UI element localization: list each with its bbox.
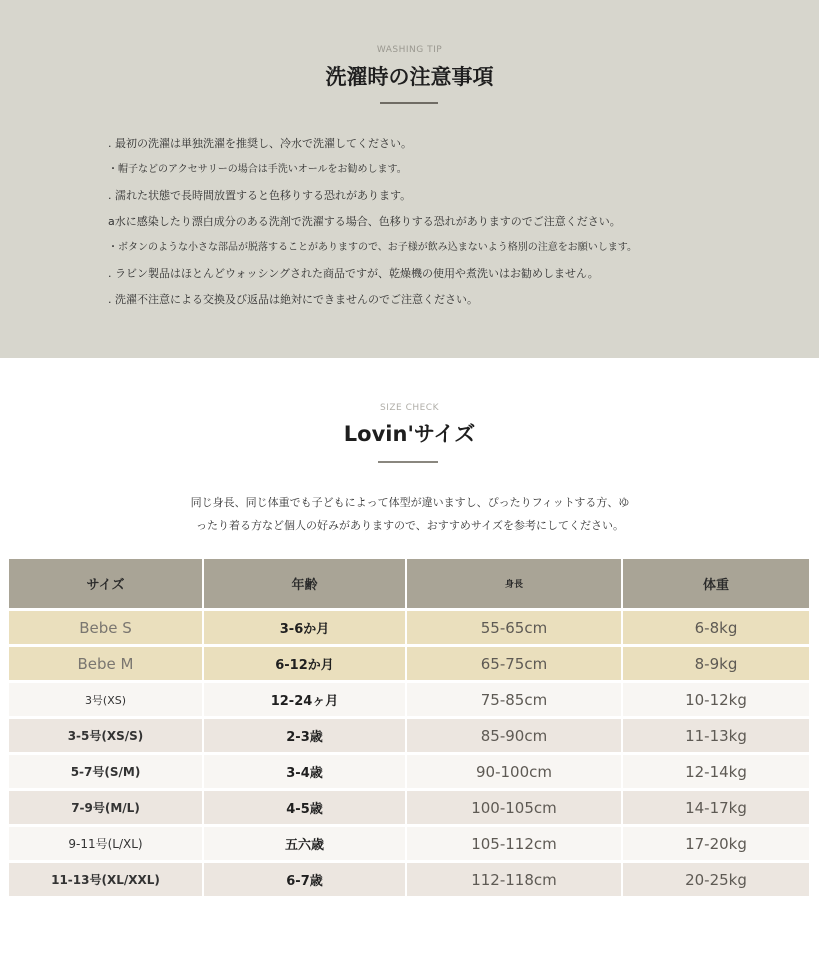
title-divider xyxy=(378,461,438,463)
cell-height: 55-65cm xyxy=(407,611,623,647)
cell-age: 4-5歳 xyxy=(204,791,407,827)
cell-size: 3-5号(XS/S) xyxy=(9,719,204,755)
cell-size: 11-13号(XL/XXL) xyxy=(9,863,204,899)
tip-item: . 濡れた状態で長時間放置すると色移りする恐れがあります。 xyxy=(108,189,412,202)
cell-size: Bebe M xyxy=(9,647,204,683)
cell-height: 100-105cm xyxy=(407,791,623,827)
size-table xyxy=(9,559,809,899)
table-row xyxy=(9,791,809,827)
washing-eyebrow: WASHING TIP xyxy=(376,45,443,55)
table-row xyxy=(9,755,809,791)
cell-weight: 20-25kg xyxy=(623,863,809,899)
cell-age: 3-6か月 xyxy=(204,611,407,647)
cell-height: 112-118cm xyxy=(407,863,623,899)
tip-item: ・ボタンのような小さな部品が脱落することがありますので、お子様が飲み込まないよう格別の注意をお願いします。 xyxy=(108,242,637,253)
cell-age: 6-12か月 xyxy=(204,647,407,683)
header-age: 年齢 xyxy=(204,559,407,611)
cell-weight: 11-13kg xyxy=(623,719,809,755)
table-row xyxy=(9,827,809,863)
cell-weight: 17-20kg xyxy=(623,827,809,863)
table-header-row xyxy=(9,559,809,611)
cell-age: 3-4歳 xyxy=(204,755,407,791)
cell-age: 12-24ヶ月 xyxy=(204,683,407,719)
cell-height: 75-85cm xyxy=(407,683,623,719)
table-row xyxy=(9,719,809,755)
tip-item: . 洗濯不注意による交換及び返品は絶対にできませんのでご注意ください。 xyxy=(108,293,478,306)
cell-weight: 14-17kg xyxy=(623,791,809,827)
cell-size: 5-7号(S/M) xyxy=(9,755,204,791)
size-title: Lovin'サイズ xyxy=(343,422,476,446)
intro-line: ったり着る方など個人の好みがありますので、おすすめサイズを参考にしてください。 xyxy=(195,519,624,532)
table-row xyxy=(9,611,809,647)
cell-height: 90-100cm xyxy=(407,755,623,791)
cell-age: 2-3歳 xyxy=(204,719,407,755)
cell-weight: 6-8kg xyxy=(623,611,809,647)
washing-tip-section xyxy=(0,0,819,358)
cell-size: 7-9号(M/L) xyxy=(9,791,204,827)
tip-item: . ラビン製品はほとんどウォッシングされた商品ですが、乾燥機の使用や煮洗いはお勧めしません。 xyxy=(108,267,599,280)
washing-tips-list xyxy=(108,134,637,316)
cell-height: 85-90cm xyxy=(407,719,623,755)
tip-item: . 最初の洗濯は単独洗濯を推奨し、冷水で洗濯してください。 xyxy=(108,137,412,150)
intro-line: 同じ身長、同じ体重でも子どもによって体型が違いますし、ぴったりフィットする方、ゆ xyxy=(190,496,630,509)
cell-weight: 10-12kg xyxy=(623,683,809,719)
cell-height: 65-75cm xyxy=(407,647,623,683)
cell-size: 9-11号(L/XL) xyxy=(9,827,204,863)
header-height: 身長 xyxy=(407,559,623,611)
cell-age: 五六歳 xyxy=(204,827,407,863)
washing-title: 洗濯時の注意事項 xyxy=(325,65,494,89)
tip-item: ・帽子などのアクセサリーの場合は手洗いオールをお勧めします。 xyxy=(108,164,407,175)
cell-age: 6-7歳 xyxy=(204,863,407,899)
cell-size: Bebe S xyxy=(9,611,204,647)
cell-size: 3号(XS) xyxy=(9,683,204,719)
cell-height: 105-112cm xyxy=(407,827,623,863)
size-eyebrow: SIZE CHECK xyxy=(379,403,439,413)
table-row xyxy=(9,863,809,899)
cell-weight: 8-9kg xyxy=(623,647,809,683)
table-row xyxy=(9,647,809,683)
table-row xyxy=(9,683,809,719)
cell-weight: 12-14kg xyxy=(623,755,809,791)
title-divider xyxy=(380,102,438,104)
size-intro xyxy=(110,491,710,537)
tip-item: a水に感染したり漂白成分のある洗剤で洗濯する場合、色移りする恐れがありますのでご注意ください。 xyxy=(108,215,621,228)
header-weight: 体重 xyxy=(623,559,809,611)
header-size: サイズ xyxy=(9,559,204,611)
